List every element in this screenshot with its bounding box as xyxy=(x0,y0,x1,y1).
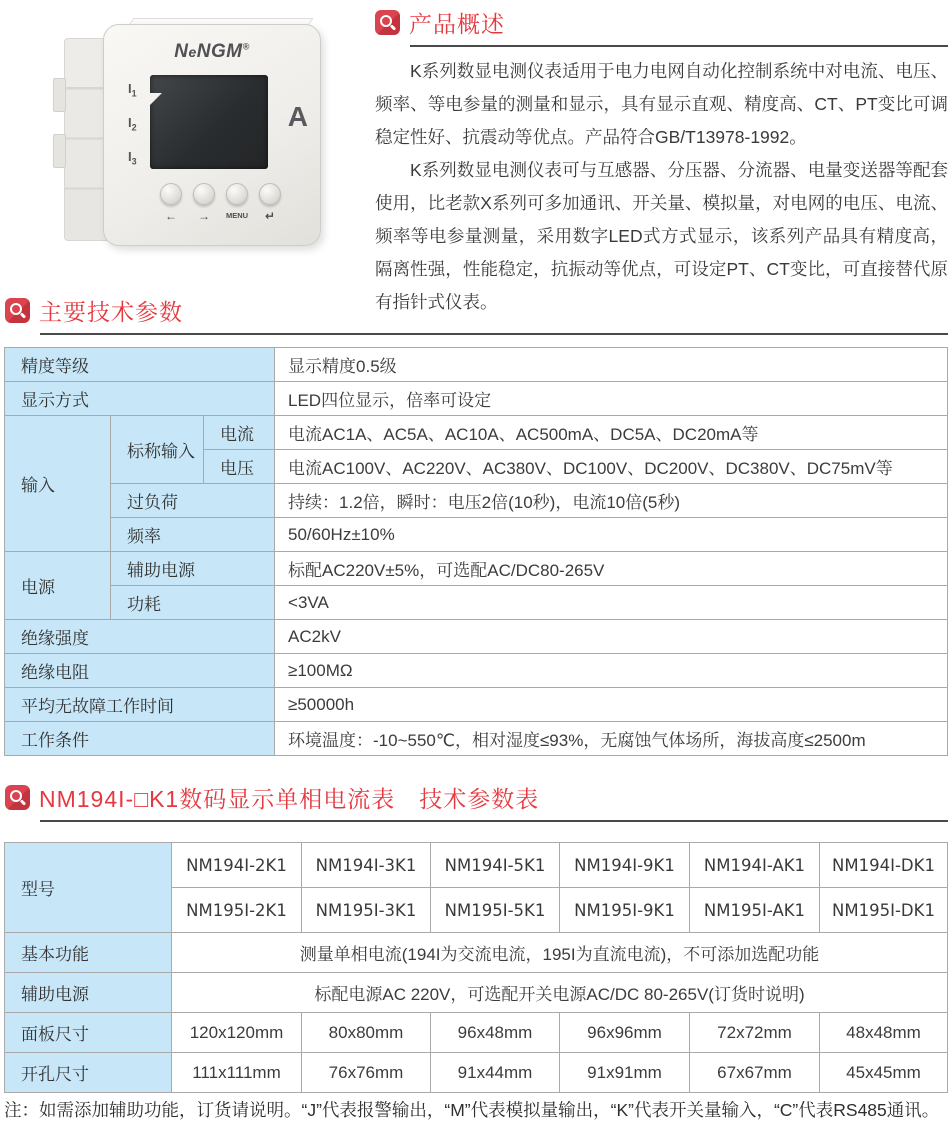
right-arrow-icon: → xyxy=(198,209,210,223)
table-row xyxy=(5,843,948,888)
left-arrow-icon: ← xyxy=(165,209,177,223)
brand-logo: NeNGM® xyxy=(174,41,250,62)
param-label: 绝缘电阻 xyxy=(5,654,275,688)
row-label-panel-size: 面板尺寸 xyxy=(5,1013,172,1053)
model-cell: NM194I-AK1 xyxy=(690,843,820,888)
cutout-size-cell: 91x91mm xyxy=(560,1053,690,1093)
panel-size-cell: 96x48mm xyxy=(431,1013,560,1053)
table-row xyxy=(5,348,948,382)
param-label: 显示方式 xyxy=(5,382,275,416)
overview-paragraph-2: K系列数显电测仪表可与互感器、分压器、分流器、电量变送器等配套使用，比老款X系列可多加通讯、开关量、模拟量，对电网的电压、电流、频率等电参量测量，采用数字LED式方式显示，该系列产品具有精度高，隔离性强，性能稳定，抗振动等优点，可设定PT、CT变比，可直接替代原有指针式仪表。 xyxy=(375,160,948,312)
enter-arrow-icon: ↵ xyxy=(264,209,276,223)
model-cell: NM195I-9K1 xyxy=(560,888,690,933)
model-cell: NM195I-AK1 xyxy=(690,888,820,933)
magnifier-icon xyxy=(5,785,30,810)
aux-power-value: 标配电源AC 220V，可选配开关电源AC/DC 80-265V(订货时说明) xyxy=(172,973,948,1013)
model-cell: NM195I-3K1 xyxy=(302,888,431,933)
meter-button-right xyxy=(193,183,215,205)
row-label-aux-power: 辅助电源 xyxy=(5,973,172,1013)
param-label: 功耗 xyxy=(111,586,275,620)
panel-size-cell: 72x72mm xyxy=(690,1013,820,1053)
param-value: LED四位显示，倍率可设定 xyxy=(275,382,948,416)
table-row xyxy=(5,722,948,756)
table-row xyxy=(5,382,948,416)
model-cell: NM194I-3K1 xyxy=(302,843,431,888)
param-value: 标配AC220V±5%，可选配AC/DC80-265V xyxy=(275,552,948,586)
panel-size-cell: 80x80mm xyxy=(302,1013,431,1053)
section-rule xyxy=(410,45,948,47)
table-row xyxy=(5,654,948,688)
param-label: 频率 xyxy=(111,518,275,552)
param-group-input: 输入 xyxy=(5,416,111,552)
section-rule xyxy=(40,333,948,335)
param-label: 电压 xyxy=(204,450,275,484)
meter-mounting-tab xyxy=(53,78,66,112)
footnote: 注：如需添加辅助功能，订货请说明。“J”代表报警输出，“M”代表模拟量输出，“K”代表开关量输入，“C”代表RS485通讯。 xyxy=(4,1100,940,1120)
cutout-size-cell: 76x76mm xyxy=(302,1053,431,1093)
section-title-tech-params: 主要技术参数 xyxy=(39,299,183,325)
function-value: 测量单相电流(194I为交流电流，195I为直流电流)，不可添加选配功能 xyxy=(172,933,948,973)
panel-size-cell: 48x48mm xyxy=(820,1013,948,1053)
param-value: ≥100MΩ xyxy=(275,654,948,688)
param-label: 辅助电源 xyxy=(111,552,275,586)
cutout-size-cell: 111x111mm xyxy=(172,1053,302,1093)
param-value: ≥50000h xyxy=(275,688,948,722)
meter-front-panel xyxy=(103,24,321,246)
button-labels xyxy=(160,209,281,223)
meter-button-left xyxy=(160,183,182,205)
meter-button-enter xyxy=(259,183,281,205)
channel-label-i3: $I_3$ xyxy=(128,149,137,167)
table-row xyxy=(5,484,948,518)
lcd-screen xyxy=(150,75,268,169)
cutout-size-cell: 45x45mm xyxy=(820,1053,948,1093)
table-row xyxy=(5,586,948,620)
cutout-size-cell: 91x44mm xyxy=(431,1053,560,1093)
panel-size-cell: 120x120mm xyxy=(172,1013,302,1053)
table-row xyxy=(5,416,948,450)
table-row xyxy=(5,518,948,552)
button-row xyxy=(160,183,281,205)
table-row xyxy=(5,973,948,1013)
model-cell: NM195I-2K1 xyxy=(172,888,302,933)
model-table-header xyxy=(5,781,948,822)
param-label: 绝缘强度 xyxy=(5,620,275,654)
magnifier-icon xyxy=(5,298,30,323)
product-photo xyxy=(48,6,328,274)
param-group-power: 电源 xyxy=(5,552,111,620)
overview-section xyxy=(375,6,948,319)
table-row xyxy=(5,552,948,586)
param-value: 持续：1.2倍，瞬时：电压2倍(10秒)，电流10倍(5秒) xyxy=(275,484,948,518)
menu-label: MENU xyxy=(226,211,249,220)
tech-params-header xyxy=(5,294,948,335)
param-value: 电流AC100V、AC220V、AC380V、DC100V、DC200V、DC380V、DC75mV等 xyxy=(275,450,948,484)
meter-mounting-tab xyxy=(53,134,66,168)
channel-label-i2: $I_2$ xyxy=(128,115,137,133)
row-label-model: 型号 xyxy=(5,843,172,933)
param-value: <3VA xyxy=(275,586,948,620)
param-value: AC2kV xyxy=(275,620,948,654)
param-label: 平均无故障工作时间 xyxy=(5,688,275,722)
param-label: 标称输入 xyxy=(111,416,204,484)
param-value: 电流AC1A、AC5A、AC10A、AC500mA、DC5A、DC20mA等 xyxy=(275,416,948,450)
param-value: 50/60Hz±10% xyxy=(275,518,948,552)
table-row xyxy=(5,1013,948,1053)
row-label-function: 基本功能 xyxy=(5,933,172,973)
model-cell: NM194I-2K1 xyxy=(172,843,302,888)
param-value: 显示精度0.5级 xyxy=(275,348,948,382)
model-cell: NM194I-DK1 xyxy=(820,843,948,888)
param-label: 精度等级 xyxy=(5,348,275,382)
overview-header xyxy=(375,6,948,47)
panel-size-cell: 96x96mm xyxy=(560,1013,690,1053)
table-row xyxy=(5,1053,948,1093)
table-row xyxy=(5,688,948,722)
cutout-size-cell: 67x67mm xyxy=(690,1053,820,1093)
model-cell: NM195I-DK1 xyxy=(820,888,948,933)
param-label: 工作条件 xyxy=(5,722,275,756)
param-label: 电流 xyxy=(204,416,275,450)
model-spec-table xyxy=(4,842,948,1093)
model-cell: NM194I-9K1 xyxy=(560,843,690,888)
section-title-overview: 产品概述 xyxy=(409,11,505,37)
section-rule xyxy=(40,820,948,822)
param-label: 过负荷 xyxy=(111,484,275,518)
table-row xyxy=(5,620,948,654)
meter-button-menu xyxy=(226,183,248,205)
section-title-model-table: NM194I-□K1数码显示单相电流表 技术参数表 xyxy=(39,786,540,812)
row-label-cutout-size: 开孔尺寸 xyxy=(5,1053,172,1093)
model-cell: NM194I-5K1 xyxy=(431,843,560,888)
channel-label-i1: $I_1$ xyxy=(128,81,137,99)
table-row xyxy=(5,933,948,973)
unit-label-ampere: A xyxy=(287,101,308,132)
param-value: 环境温度：-10~550℃，相对湿度≤93%，无腐蚀气体场所，海拔高度≤2500m xyxy=(275,722,948,756)
overview-paragraph-1: K系列数显电测仪表适用于电力电网自动化控制系统中对电流、电压、频率、等电参量的测量和显示，具有显示直观、精度高、CT、PT变比可调稳定性好、抗震动等优点。产品符合GB/T13978-1992。 xyxy=(375,61,948,147)
magnifier-icon xyxy=(375,10,400,35)
tech-params-table xyxy=(4,347,948,756)
model-cell: NM195I-5K1 xyxy=(431,888,560,933)
